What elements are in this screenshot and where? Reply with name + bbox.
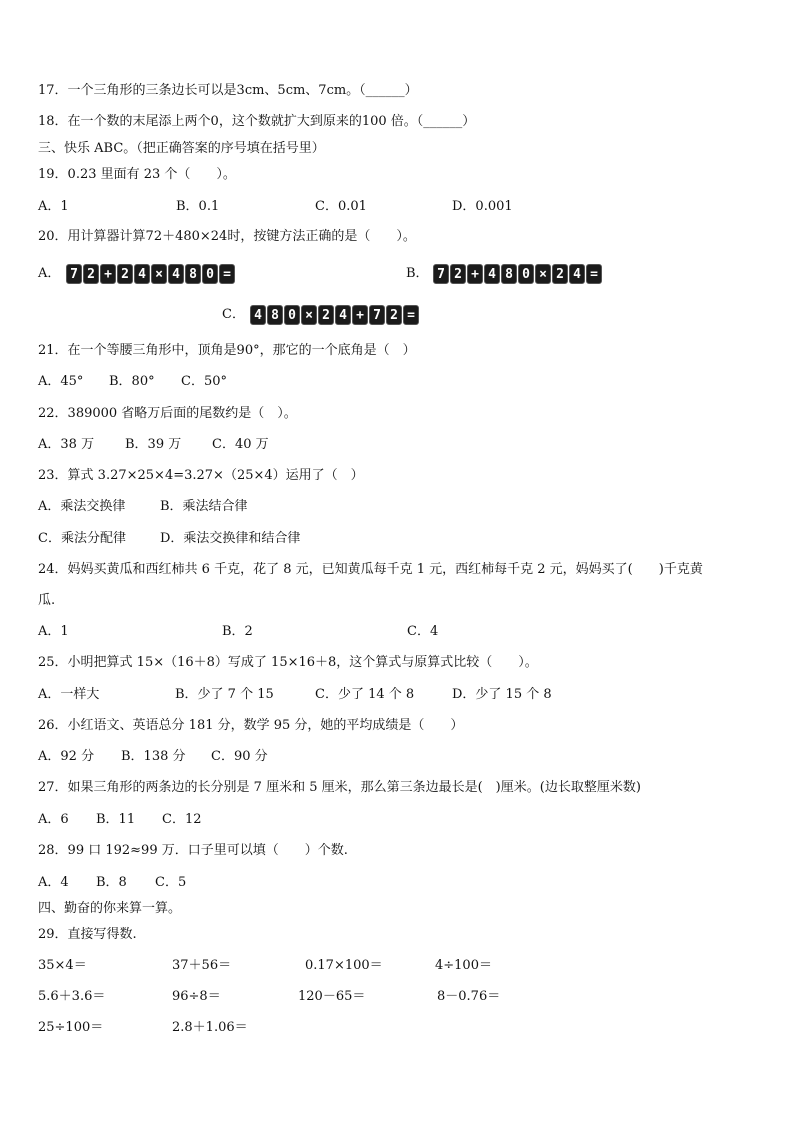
calc-item: 25÷100＝: [38, 1020, 104, 1035]
calculator-key: 2: [83, 264, 99, 284]
q21-option-a: A．45°: [38, 374, 84, 389]
q24-option-c: C．4: [407, 624, 439, 639]
q19-option-b: B．0.1: [176, 199, 220, 214]
calculator-key: 2: [450, 264, 466, 284]
calculator-key: ×: [535, 264, 551, 284]
q22-option-c: C．40 万: [212, 437, 269, 452]
q27-option-a: A．6: [38, 812, 69, 827]
calculator-key: 8: [185, 264, 201, 284]
q23-option-c: C．乘法分配律: [38, 531, 126, 546]
q23-option-a: A．乘法交换律: [38, 499, 126, 514]
calculator-key: 0: [518, 264, 534, 284]
section-3-heading: 三、快乐 ABC。（把正确答案的序号填在括号里）: [38, 141, 325, 156]
calculator-key: 7: [433, 264, 449, 284]
q20-option-a-label: A．: [38, 266, 61, 281]
calc-item: 4÷100＝: [435, 958, 492, 973]
calc-item: 37＋56＝: [172, 958, 232, 973]
q20-option-b-keys: [433, 264, 602, 284]
q20-option-c-label: C．: [222, 307, 245, 322]
question-24-line-2: 瓜.: [38, 593, 56, 608]
q28-option-b: B．8: [96, 875, 127, 890]
calculator-key: ×: [151, 264, 167, 284]
q25-option-b: B．少了 7 个 15: [175, 687, 274, 702]
calc-item: 0.17×100＝: [305, 958, 383, 973]
question-29: 29．直接写得数.: [38, 927, 137, 942]
calculator-key: 7: [66, 264, 82, 284]
question-28: 28．99 口 192≈99 万．口子里可以填（ ）个数.: [38, 843, 348, 858]
q19-option-c: C．0.01: [315, 199, 367, 214]
q24-option-b: B．2: [222, 624, 253, 639]
calculator-key: 0: [284, 305, 300, 325]
section-4-heading: 四、勤奋的你来算一算。: [38, 901, 182, 916]
q19-option-a: A．1: [38, 199, 69, 214]
q26-option-b: B．138 分: [121, 749, 186, 764]
calc-item: 120－65＝: [298, 989, 366, 1004]
q21-option-c: C．50°: [181, 374, 227, 389]
question-20: 20．用计算器计算72＋480×24时，按键方法正确的是（ ）。: [38, 229, 416, 244]
calc-item: 96÷8＝: [172, 989, 221, 1004]
q22-option-b: B．39 万: [125, 437, 182, 452]
calc-item: 35×4＝: [38, 958, 87, 973]
calculator-key: 0: [202, 264, 218, 284]
calculator-key: 8: [501, 264, 517, 284]
q20-option-a-keys: [66, 264, 235, 284]
calculator-key: 8: [267, 305, 283, 325]
calculator-key: 2: [318, 305, 334, 325]
calc-item: 5.6＋3.6＝: [38, 989, 106, 1004]
q19-option-d: D．0.001: [452, 199, 513, 214]
calculator-key: =: [219, 264, 235, 284]
q23-option-d: D．乘法交换律和结合律: [160, 531, 301, 546]
question-18: 18．在一个数的末尾添上两个0，这个数就扩大到原来的100 倍。（______）: [38, 114, 476, 129]
q20-option-c-keys: [250, 305, 419, 325]
calculator-key: +: [467, 264, 483, 284]
q26-option-c: C．90 分: [211, 749, 268, 764]
q23-option-b: B．乘法结合律: [160, 499, 248, 514]
calc-item: 8－0.76＝: [437, 989, 501, 1004]
q26-option-a: A．92 分: [38, 749, 95, 764]
calculator-key: 4: [484, 264, 500, 284]
calculator-key: 2: [117, 264, 133, 284]
question-26: 26．小红语文、英语总分 181 分，数学 95 分，她的平均成绩是（ ）: [38, 718, 464, 733]
q25-option-c: C．少了 14 个 8: [315, 687, 415, 702]
q27-option-c: C．12: [162, 812, 202, 827]
q21-option-b: B．80°: [109, 374, 155, 389]
calculator-key: 7: [369, 305, 385, 325]
question-27: 27．如果三角形的两条边的长分别是 7 厘米和 5 厘米，那么第三条边最长是( )厘米。(边长取整厘米数): [38, 780, 641, 795]
q20-option-b-label: B．: [406, 266, 429, 281]
calculator-key: 4: [569, 264, 585, 284]
calculator-key: 2: [552, 264, 568, 284]
question-17: 17．一个三角形的三条边长可以是3cm、5cm、7cm。（______）: [38, 83, 418, 98]
calculator-key: 4: [168, 264, 184, 284]
calculator-key: =: [586, 264, 602, 284]
question-22: 22．389000 省略万后面的尾数约是（ ）。: [38, 406, 297, 421]
calculator-key: 2: [386, 305, 402, 325]
q24-option-a: A．1: [38, 624, 69, 639]
calculator-key: =: [403, 305, 419, 325]
calculator-key: ×: [301, 305, 317, 325]
q25-option-d: D．少了 15 个 8: [452, 687, 552, 702]
question-23: 23．算式 3.27×25×4=3.27×（25×4）运用了（ ）: [38, 468, 364, 483]
q25-option-a: A．一样大: [38, 687, 100, 702]
q28-option-c: C．5: [155, 875, 187, 890]
calculator-key: 4: [335, 305, 351, 325]
q28-option-a: A．4: [38, 875, 69, 890]
question-24-line-1: 24．妈妈买黄瓜和西红柿共 6 千克，花了 8 元，已知黄瓜每千克 1 元，西红柿每千克 2 元，妈妈买了( )千克黄: [38, 562, 703, 577]
calculator-key: 4: [134, 264, 150, 284]
calculator-key: 4: [250, 305, 266, 325]
calculator-key: +: [352, 305, 368, 325]
calc-item: 2.8＋1.06＝: [172, 1020, 248, 1035]
question-19: 19．0.23 里面有 23 个（ ）。: [38, 167, 236, 182]
q22-option-a: A．38 万: [38, 437, 95, 452]
calculator-key: +: [100, 264, 116, 284]
q27-option-b: B．11: [96, 812, 136, 827]
question-21: 21．在一个等腰三角形中，顶角是90°，那它的一个底角是（ ）: [38, 343, 416, 358]
question-25: 25．小明把算式 15×（16＋8）写成了 15×16＋8，这个算式与原算式比较（ ）。: [38, 655, 538, 670]
